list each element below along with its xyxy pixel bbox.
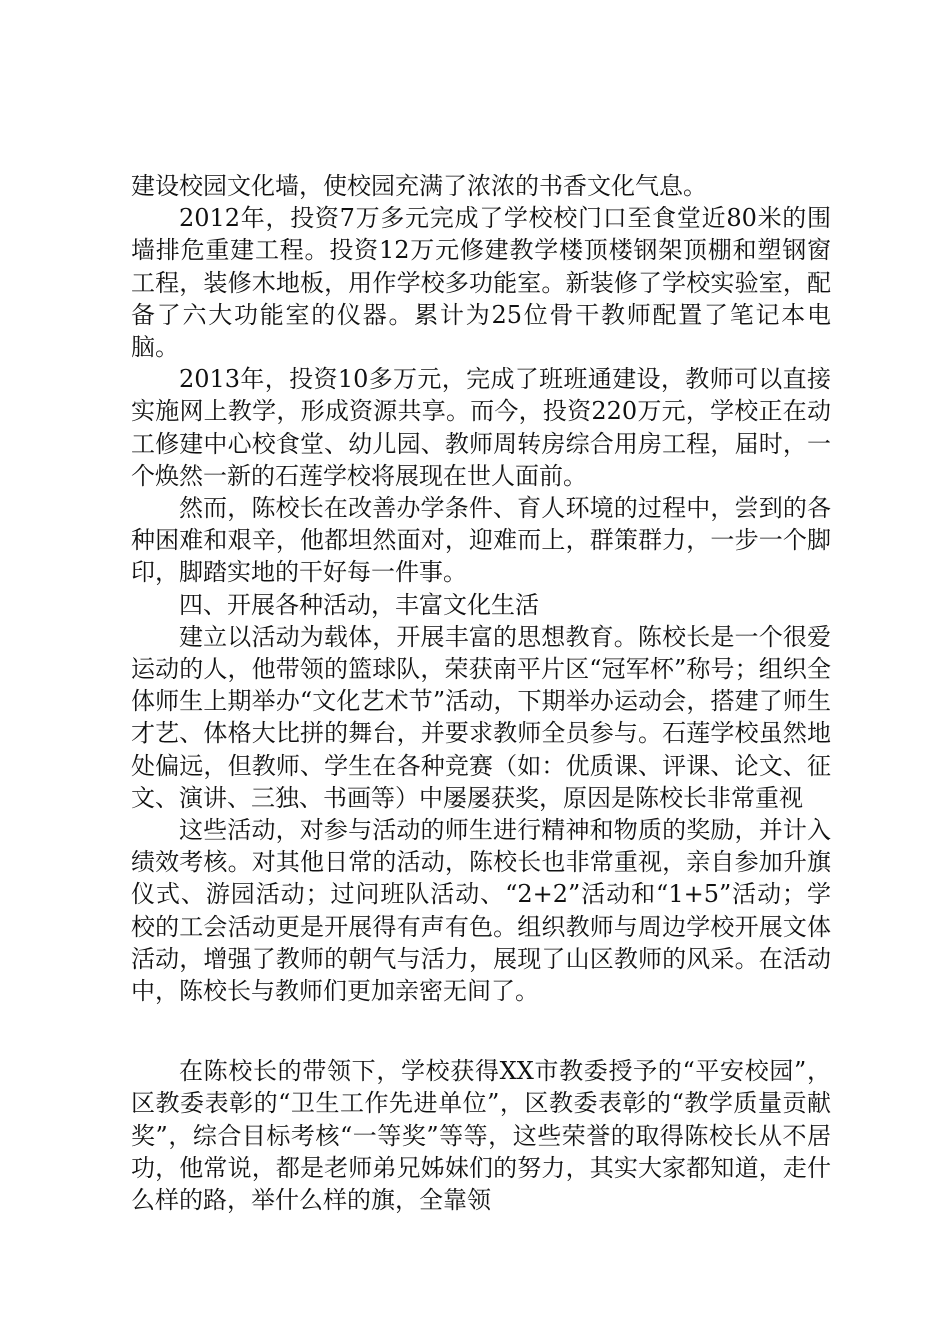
paragraph-continuation: 建设校园文化墙，使校园充满了浓浓的书香文化气息。: [131, 172, 707, 200]
paragraph-difficulties: 然而，陈校长在改善办学条件、育人环境的过程中，尝到的各种困难和艰辛，他都坦然面对，迎难而上，群策群力，一步一个脚印，脚踏实地的干好每一件事。: [131, 494, 831, 587]
paragraph-2013-investment: 2013年，投资10多万元，完成了班班通建设，教师可以直接实施网上教学，形成资源共享。而今，投资220万元，学校正在动工修建中心校食堂、幼儿园、教师周转房综合用房工程，届时，一个焕然一新的石莲学校将展现在世人面前。: [131, 365, 831, 490]
document-body: [131, 170, 831, 1216]
blank-line: [131, 1007, 831, 1055]
paragraph-activities: 建立以活动为载体，开展丰富的思想教育。陈校长是一个很爱运动的人，他带领的篮球队，荣获南平片区“冠军杯”称号；组织全体师生上期举办“文化艺术节”活动，下期举办运动会，搭建了师生才艺、体格大比拼的舞台，并要求教师全员参与。石莲学校虽然地处偏远，但教师、学生在各种竞赛（如：优质课、评课、论文、征文、演讲、三独、书画等）中屡屡获奖，原因是陈校长非常重视: [131, 622, 831, 812]
paragraph-rewards: 这些活动，对参与活动的师生进行精神和物质的奖励，并计入绩效考核。对其他日常的活动，陈校长也非常重视，亲自参加升旗仪式、游园活动；过问班队活动、“2+2”活动和“1+5”活动；学校的工会活动更是开展得有声有色。组织教师与周边学校开展文体活动，增强了教师的朝气与活力，展现了山区教师的风采。在活动中，陈校长与教师们更加亲密无间了。: [131, 816, 831, 1006]
paragraph-honors: 在陈校长的带领下，学校获得XX市教委授予的“平安校园”，区教委表彰的“卫生工作先进单位”，区教委表彰的“教学质量贡献奖”，综合目标考核“一等奖”等等，这些荣誉的取得陈校长从不居功，他常说，都是老师弟兄姊妹们的努力，其实大家都知道，走什么样的路，举什么样的旗，全靠领: [131, 1057, 831, 1215]
section-heading-activities: 四、开展各种活动，丰富文化生活: [179, 590, 539, 619]
paragraph-2012-investment: 2012年，投资7万多元完成了学校校门口至食堂近80米的围墙排危重建工程。投资12万元修建教学楼顶楼钢架顶棚和塑钢窗工程，装修木地板，用作学校多功能室。新装修了学校实验室，配备了六大功能室的仪器。累计为25位骨干教师配置了笔记本电脑。: [131, 204, 831, 362]
